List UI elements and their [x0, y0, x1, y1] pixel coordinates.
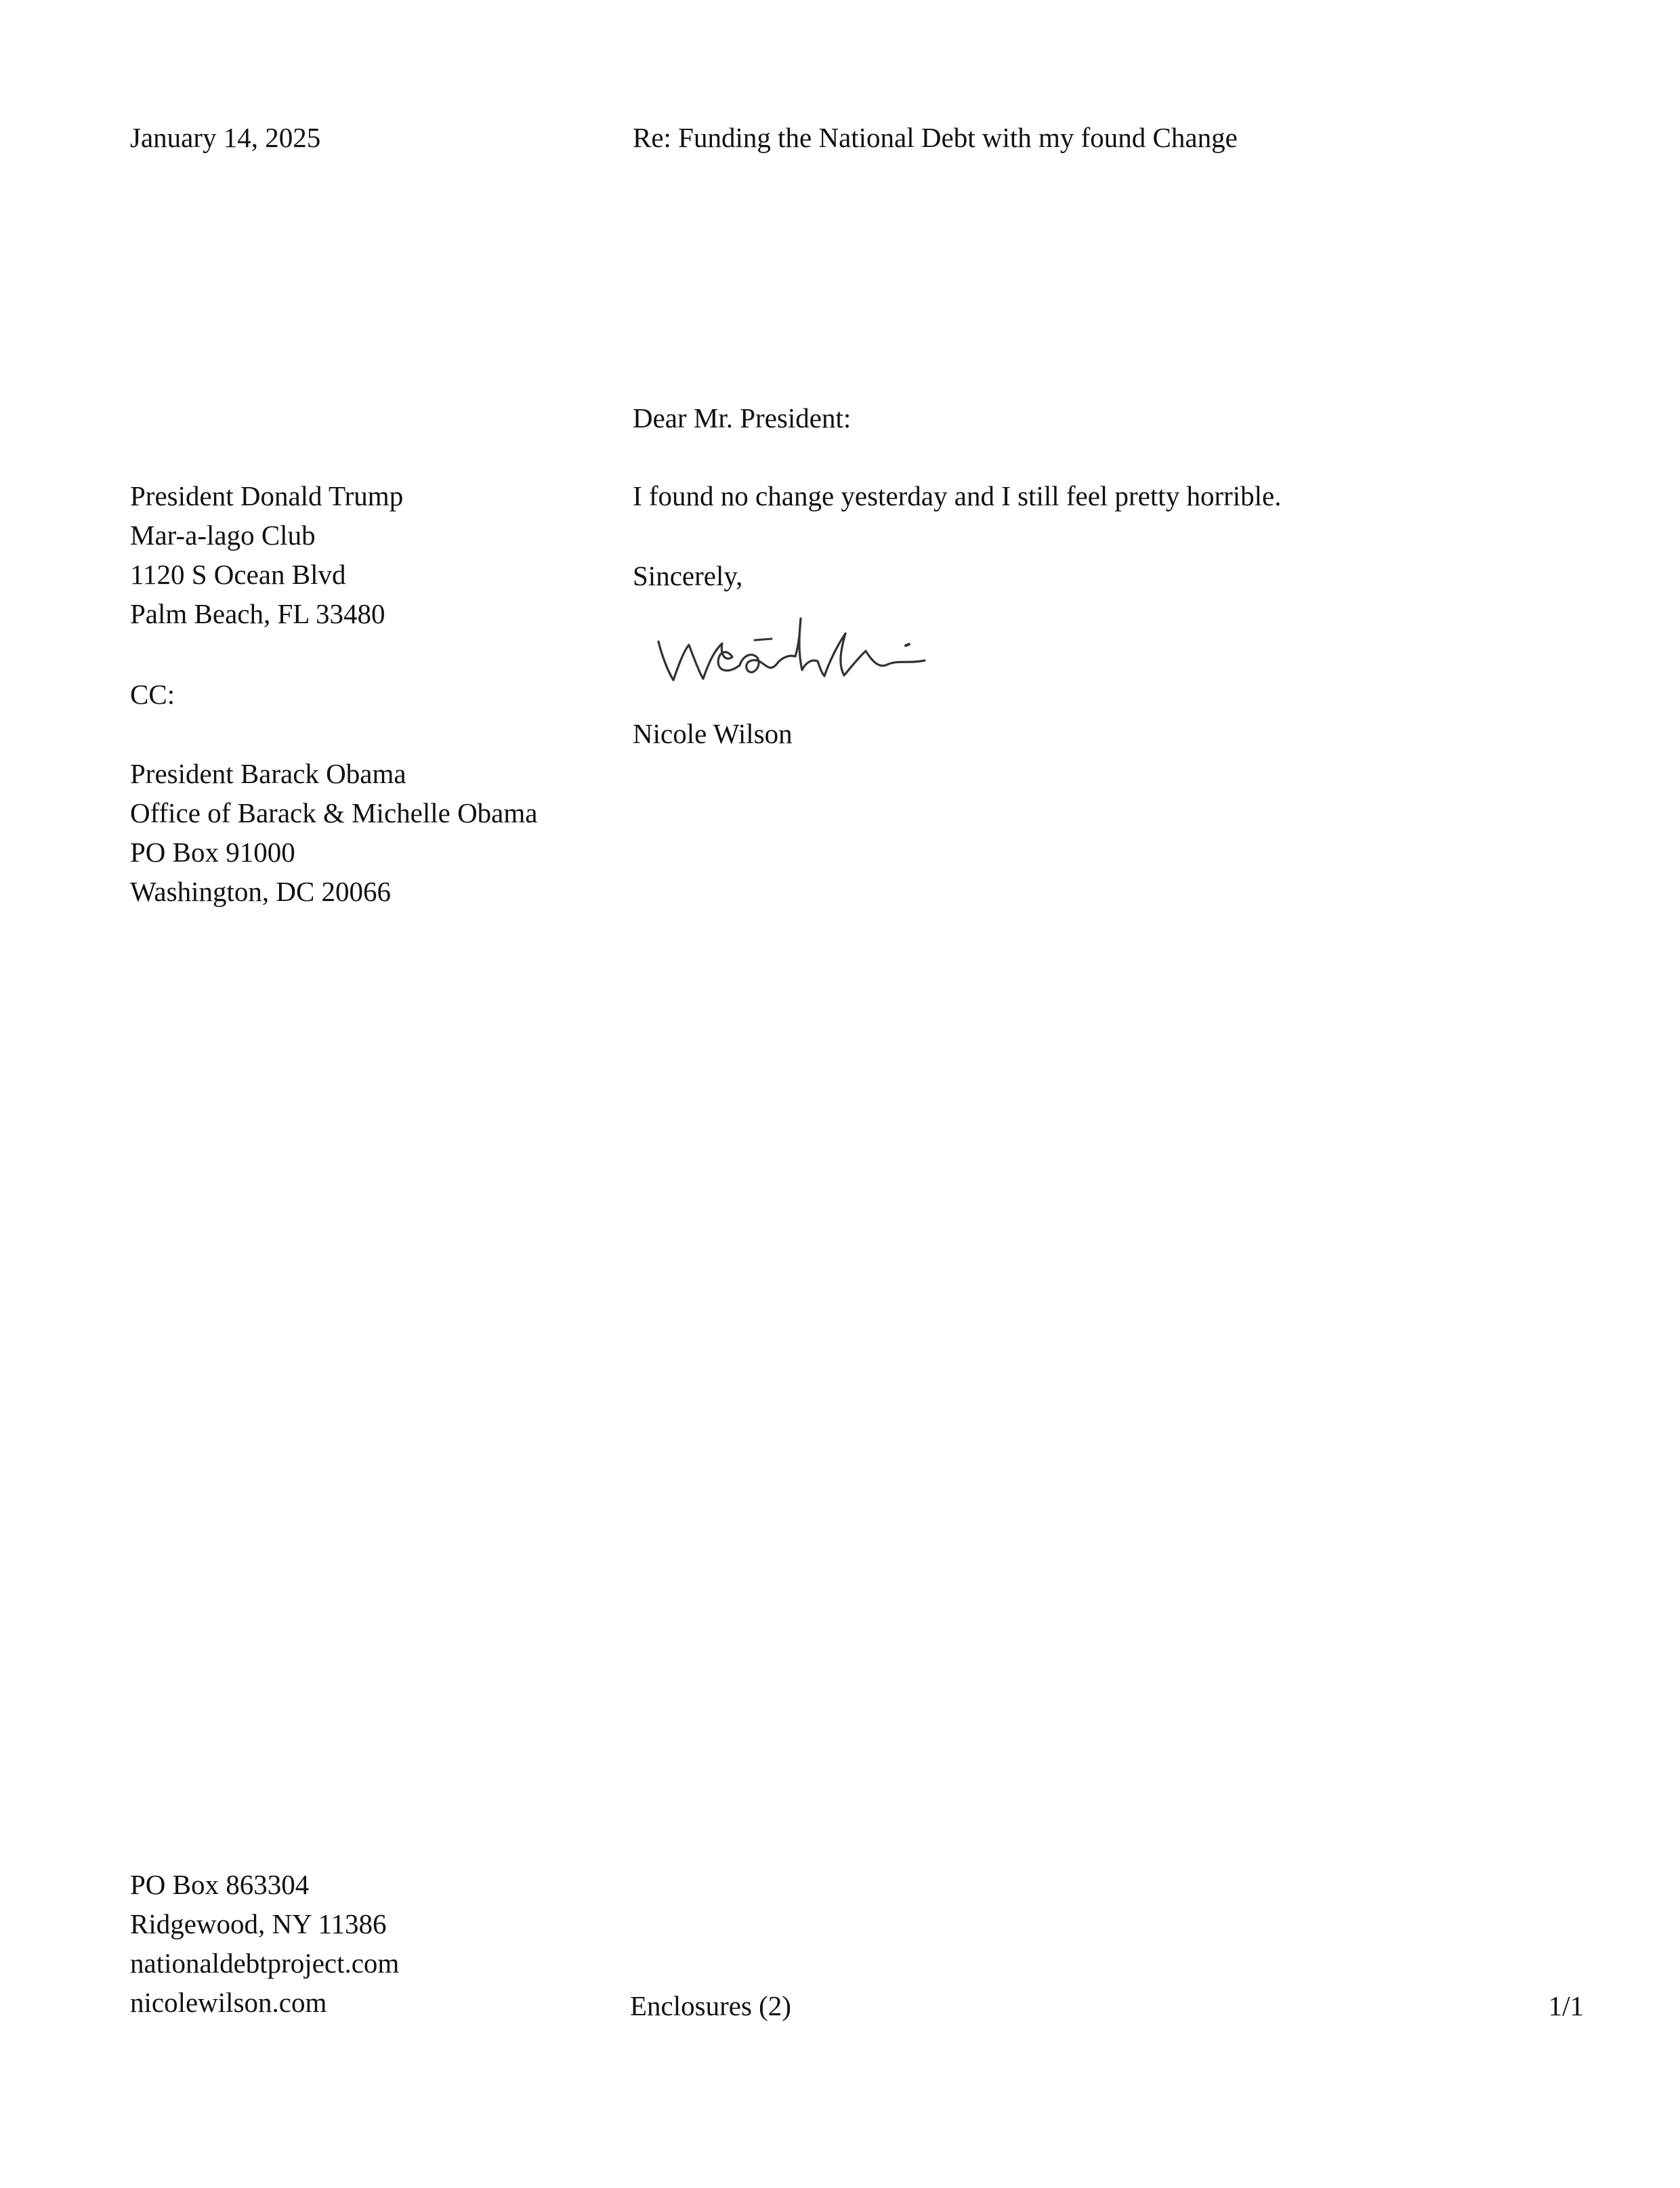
page-number: 1/1	[1548, 1990, 1584, 2021]
cc-recipient-name: President Barack Obama	[130, 758, 406, 789]
recipient-city-state-zip: Palm Beach, FL 33480	[130, 598, 385, 629]
enclosures-note: Enclosures (2)	[630, 1990, 791, 2021]
salutation: Dear Mr. President:	[633, 402, 852, 434]
closing: Sincerely,	[633, 560, 743, 591]
recipient-name: President Donald Trump	[130, 480, 404, 511]
letter-body: I found no change yesterday and I still feel pretty horrible.	[633, 480, 1282, 511]
signer-name: Nicole Wilson	[633, 718, 793, 749]
cc-recipient-city-state-zip: Washington, DC 20066	[130, 876, 392, 907]
sender-po-box: PO Box 863304	[130, 1869, 310, 1900]
handwritten-signature	[650, 613, 969, 694]
sender-city-state-zip: Ridgewood, NY 11386	[130, 1908, 387, 1939]
cc-recipient-po-box: PO Box 91000	[130, 837, 295, 868]
sender-contact	[130, 1865, 399, 2022]
cc-label: CC:	[130, 679, 175, 710]
sender-website-national-debt-project: nationaldebtproject.com	[130, 1948, 400, 1979]
sender-website-nicole-wilson: nicolewilson.com	[130, 1987, 327, 2018]
cc-recipient-organization: Office of Barack & Michelle Obama	[130, 797, 538, 828]
letter-subject: Re: Funding the National Debt with my found Change	[633, 122, 1238, 153]
recipient-street: 1120 S Ocean Blvd	[130, 559, 346, 590]
recipient-organization: Mar-a-lago Club	[130, 520, 316, 551]
letter-date: January 14, 2025	[130, 122, 321, 153]
recipient-address	[130, 476, 403, 633]
cc-recipient-address	[130, 754, 537, 911]
